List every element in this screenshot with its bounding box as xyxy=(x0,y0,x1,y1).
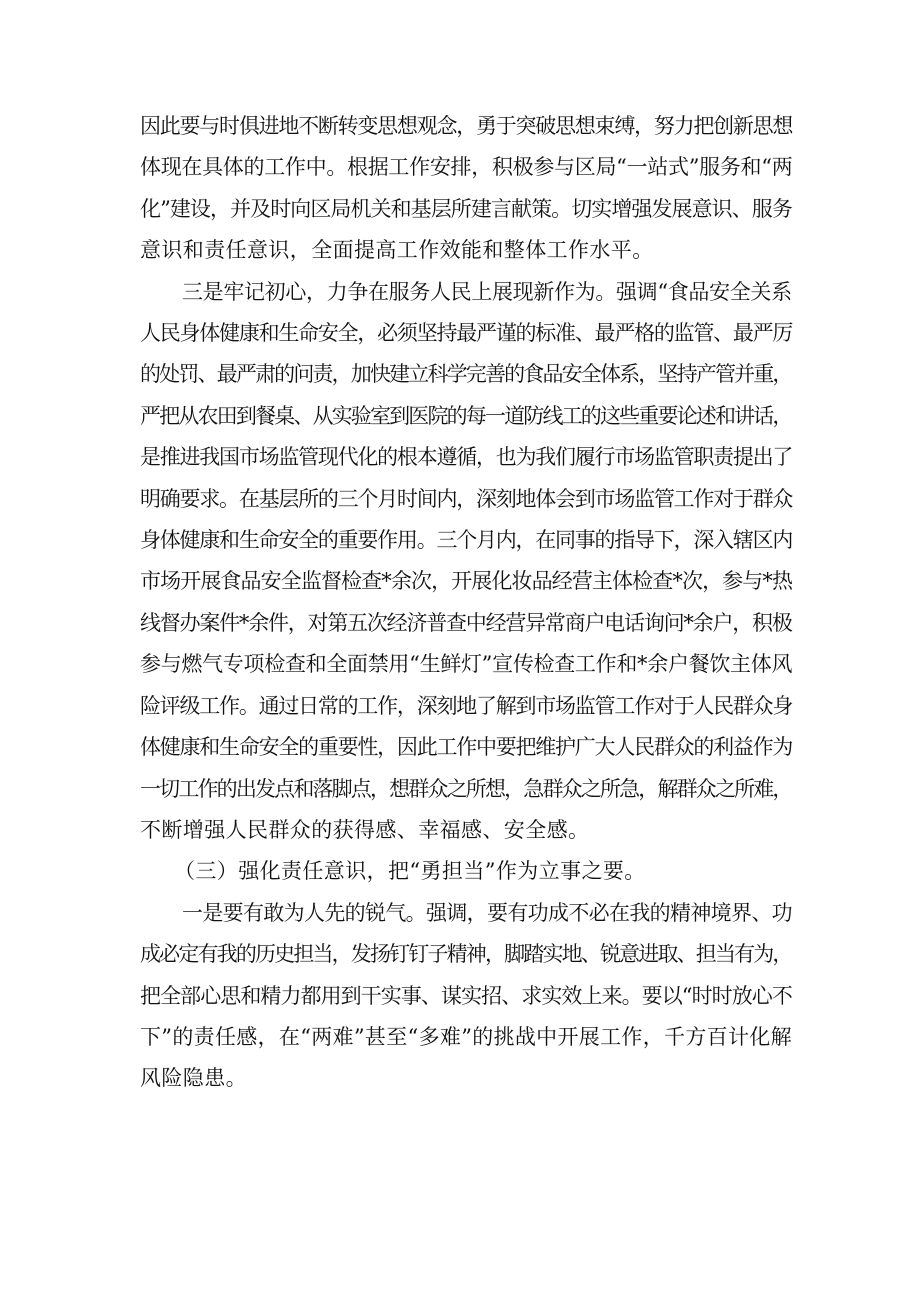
text-line: 人民身体健康和生命安全，必须坚持最严谨的标准、最严格的监管、最严厉 xyxy=(140,321,793,346)
text-line: 一切工作的出发点和落脚点，想群众之所想，急群众之所急，解群众之所难， xyxy=(140,776,792,801)
text-line: 线督办案件*余件，对第五次经济普查中经营异常商户电话询问*余户，积极 xyxy=(140,610,792,635)
text-line: 的处罚、最严肃的问责，加快建立科学完善的食品安全体系，坚持产管并重， xyxy=(140,362,792,387)
text-line: 三是牢记初心，力争在服务人民上展现新作为。强调“食品安全关系 xyxy=(182,279,792,304)
text-line: 因此要与时俱进地不断转变思想观念，勇于突破思想束缚，努力把创新思想 xyxy=(140,114,793,138)
text-line: 明确要求。在基层所的三个月时间内，深刻地体会到市场监管工作对于群众 xyxy=(140,486,793,511)
text-line: 风险隐患。 xyxy=(140,1066,247,1091)
section-heading xyxy=(140,851,792,892)
paragraph-courage xyxy=(140,893,792,1100)
text-line: 成必定有我的历史担当，发扬钉钉子精神，脚踏实地、锐意进取、担当有为， xyxy=(140,942,792,967)
text-line: 市场开展食品安全监督检查*余次，开展化妆品经营主体检查*次，参与*热 xyxy=(140,569,793,594)
text-line: 意识和责任意识，全面提高工作效能和整体工作水平。 xyxy=(140,238,654,263)
text-line: 参与燃气专项检查和全面禁用“生鲜灯”宣传检查工作和*余户餐饮主体风 xyxy=(140,652,793,677)
text-line: 险评级工作。通过日常的工作，深刻地了解到市场监管工作对于人民群众身 xyxy=(140,693,793,718)
text-line: 严把从农田到餐桌、从实验室到医院的每一道防线工的这些重要论述和讲话， xyxy=(140,403,792,428)
paragraph-serve-people xyxy=(140,272,792,852)
paragraph-continuation xyxy=(140,106,792,272)
text-line: 下”的责任感，在“两难”甚至“多难”的挑战中开展工作，千方百计化解 xyxy=(140,1024,792,1049)
text-line: 把全部心思和精力都用到干实事、谋实招、求实效上来。要以“时时放心不 xyxy=(140,983,792,1008)
text-line: 不断增强人民群众的获得感、幸福感、安全感。 xyxy=(140,817,590,842)
text-line: 是推进我国市场监管现代化的根本遵循，也为我们履行市场监管职责提出了 xyxy=(140,445,793,470)
document-body xyxy=(140,106,792,1100)
heading-line: （三）强化责任意识，把“勇担当”作为立事之要。 xyxy=(174,859,646,884)
text-line: 一是要有敢为人先的锐气。强调，要有功成不必在我的精神境界、功 xyxy=(182,900,792,925)
text-line: 体现在具体的工作中。根据工作安排，积极参与区局“一站式”服务和“两 xyxy=(140,155,793,180)
text-line: 身体健康和生命安全的重要作用。三个月内，在同事的指导下，深入辖区内 xyxy=(140,528,793,553)
text-line: 化”建设，并及时向区局机关和基层所建言献策。切实增强发展意识、服务 xyxy=(140,196,792,221)
text-line: 体健康和生命安全的重要性，因此工作中要把维护广大人民群众的利益作为 xyxy=(140,735,793,760)
